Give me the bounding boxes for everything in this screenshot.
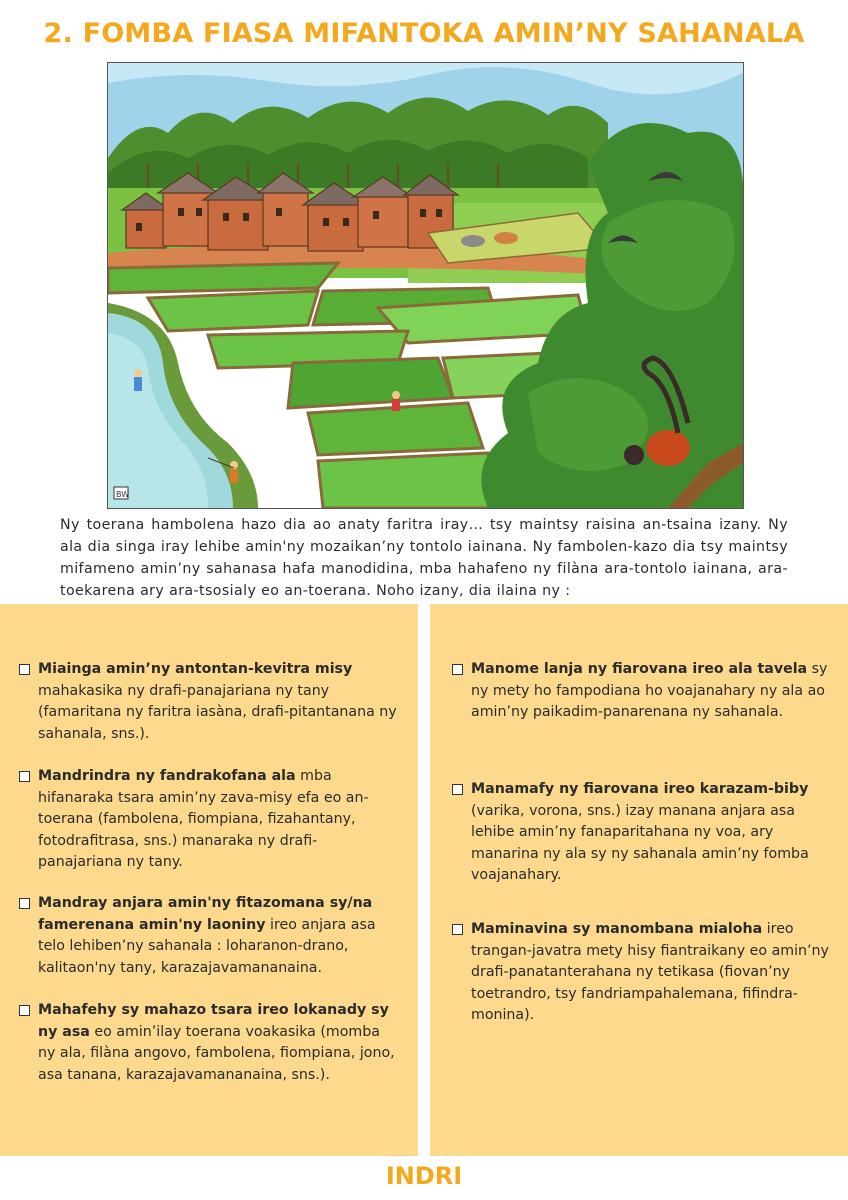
left-panel: [0, 604, 418, 1156]
intro-paragraph: Ny toerana hambolena hazo dia ao anaty faritra iray… tsy maintsy raisina an-tsaina izany. Ny ala dia singa iray lehibe amin'ny mozaikan’ny tontolo iainana. Ny fambolen-kazo dia tsy maintsy mifameno amin’ny sahanasa hafa manodidina, mba hahafeno ny filàna ara-tontolo iainana, ara-toekarena ary ara-tsosialy eo an-toerana. Noho izany, dia ilaina ny :: [60, 517, 788, 599]
page-title: 2. FOMBA FIASA MIFANTOKA AMIN’NY SAHANALA: [43, 18, 805, 49]
list-item: Mandray anjara amin'ny fitazomana sy/na famerenana amin'ny laoniny ireo anjara asa telo lehiben’ny sahanala : loharanon-drano, kalitaon'ny tany, karazajavamananaina.: [38, 893, 398, 979]
checkbox-icon: [452, 784, 463, 795]
list-item: Mahafehy sy mahazo tsara ireo lokanady sy ny asa eo amin’ilay toerana voakasika (momba ny ala, filàna angovo, fambolena, fiompiana, jono, asa tanana, karazajavamananaina, sns.).: [38, 1000, 398, 1086]
list-item: Manamafy ny fiarovana ireo karazam-biby (varika, vorona, sns.) izay manana anjara asa lehibe amin’ny fanaparitahana ny voa, ary manarina ny ala sy ny sahanala amin’ny fomba voajanahary.: [471, 779, 831, 887]
checkbox-icon: [452, 924, 463, 935]
checkbox-icon: [452, 664, 463, 675]
checkbox-icon: [19, 1005, 30, 1016]
list-item: Manome lanja ny fiarovana ireo ala tavela sy ny mety ho fampodiana ho voajanahary ny ala ao amin’ny paikadim-panarenana ny sahanala.: [471, 659, 831, 724]
list-item: Mandrindra ny fandrakofana ala mba hifanaraka tsara amin’ny zava-misy efa eo an-toerana (fambolena, fiompiana, fizahantany, fotodrafitrasa, sns.) manaraka ny drafi-panajariana ny tany.: [38, 766, 398, 874]
checkbox-icon: [19, 898, 30, 909]
checkbox-icon: [19, 664, 30, 675]
checkbox-icon: [19, 771, 30, 782]
illustration-signature: BW: [116, 490, 130, 499]
right-panel: [430, 604, 848, 1156]
list-item: Maminavina sy manombana mialoha ireo trangan-javatra mety hisy fiantraikany eo amin’ny drafi-panatanterahana ny tetikasa (fiovan’ny toetrandro, tsy fandriampahalemana, fifindra-monina).: [471, 919, 831, 1027]
footer-brand: INDRI: [385, 1162, 463, 1190]
list-item: Miainga amin’ny antontan-kevitra misy mahakasika ny drafi-panajariana ny tany (famaritana ny faritra iasàna, drafi-pitantanana ny sahanala, sns.).: [38, 659, 398, 745]
landscape-illustration: [107, 62, 744, 509]
